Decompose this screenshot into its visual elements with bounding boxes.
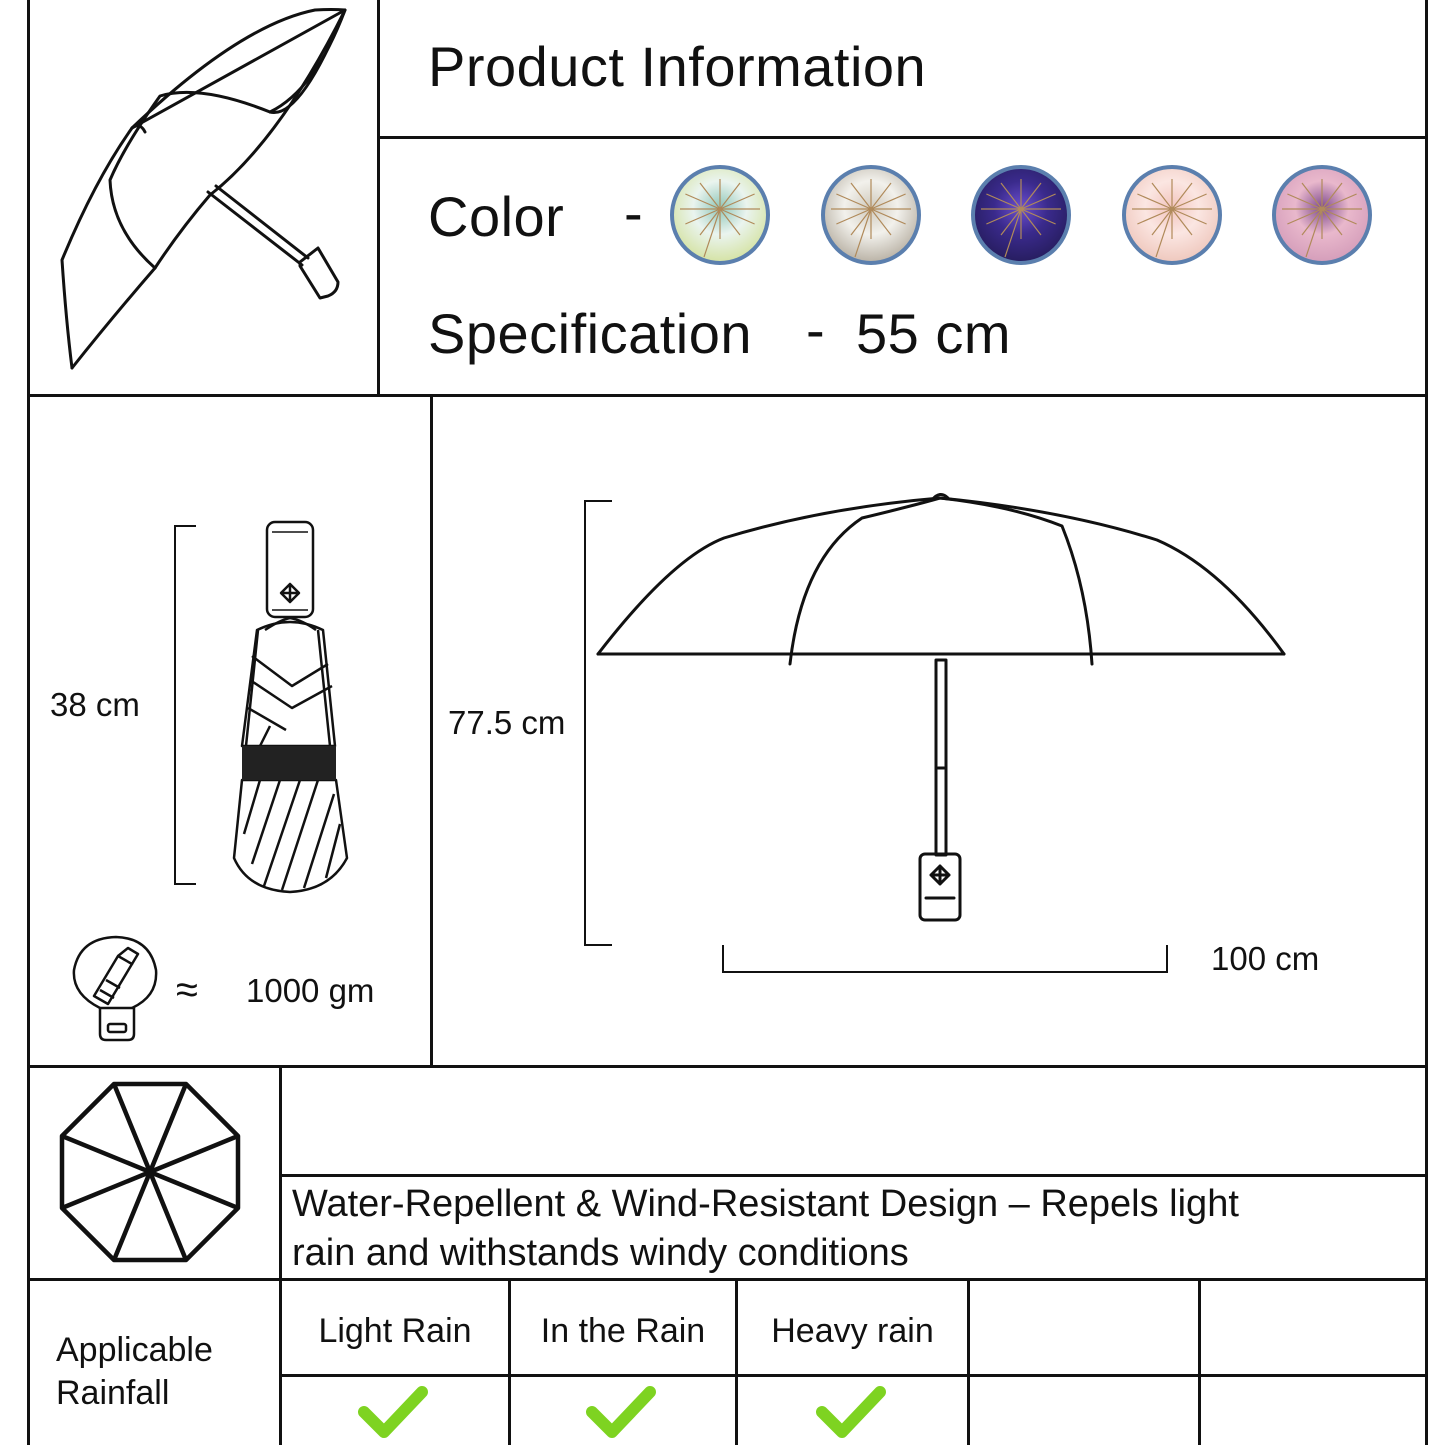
color-swatch-1[interactable]	[670, 165, 770, 265]
grid-line	[279, 1065, 282, 1445]
umbrella-photo-icon	[674, 169, 766, 261]
feature-text-line1: Water-Repellent & Wind-Resistant Design – Repels light	[292, 1183, 1239, 1225]
spec-separator: -	[806, 298, 826, 361]
umbrella-angled-icon	[0, 0, 378, 395]
grid-line	[279, 1374, 1428, 1377]
color-swatch-2[interactable]	[821, 165, 921, 265]
spec-label: Specification	[428, 302, 753, 365]
folded-height: 38 cm	[50, 686, 140, 723]
approx-symbol: ≈	[176, 968, 198, 1012]
color-swatch-3[interactable]	[971, 165, 1071, 265]
open-height: 77.5 cm	[448, 704, 566, 741]
grid-line	[1425, 0, 1428, 1445]
page-title: Product Information	[428, 35, 927, 98]
checkmark-icon	[358, 1384, 428, 1440]
open-umbrella-icon	[592, 488, 1292, 928]
spec-value: 55 cm	[856, 302, 1011, 365]
grid-line	[967, 1278, 970, 1445]
feature-text-line2: rain and withstands windy conditions	[292, 1232, 909, 1274]
color-label: Color	[428, 185, 565, 248]
grid-line	[1198, 1278, 1201, 1445]
umbrella-photo-icon	[1276, 169, 1368, 261]
folded-weight: 1000 gm	[246, 972, 375, 1009]
color-separator: -	[624, 181, 644, 244]
umbrella-photo-icon	[1126, 169, 1218, 261]
grid-line	[27, 1065, 1428, 1068]
rainfall-column-label: In the Rain	[540, 1312, 706, 1350]
umbrella-photo-icon	[975, 169, 1067, 261]
checkmark-icon	[586, 1384, 656, 1440]
umbrella-top-view-icon	[60, 1082, 240, 1262]
grid-line	[377, 136, 1428, 139]
grid-line	[508, 1278, 511, 1445]
folded-umbrella-icon	[230, 518, 360, 898]
open-width: 100 cm	[1211, 940, 1320, 977]
rainfall-column-label: Light Rain	[318, 1312, 472, 1350]
rainfall-column-label: Heavy rain	[771, 1312, 934, 1350]
grid-line	[27, 1278, 1428, 1281]
rainfall-label-line1: Applicable	[56, 1331, 213, 1369]
color-swatch-4[interactable]	[1122, 165, 1222, 265]
color-swatch-5[interactable]	[1272, 165, 1372, 265]
weight-icon	[70, 934, 160, 1044]
dimension-bracket	[172, 524, 202, 886]
grid-line	[430, 394, 433, 1066]
dimension-bracket	[721, 943, 1169, 975]
rainfall-label-line2: Rainfall	[56, 1374, 170, 1412]
umbrella-photo-icon	[825, 169, 917, 261]
grid-line	[735, 1278, 738, 1445]
checkmark-icon	[816, 1384, 886, 1440]
grid-line	[279, 1174, 1428, 1177]
